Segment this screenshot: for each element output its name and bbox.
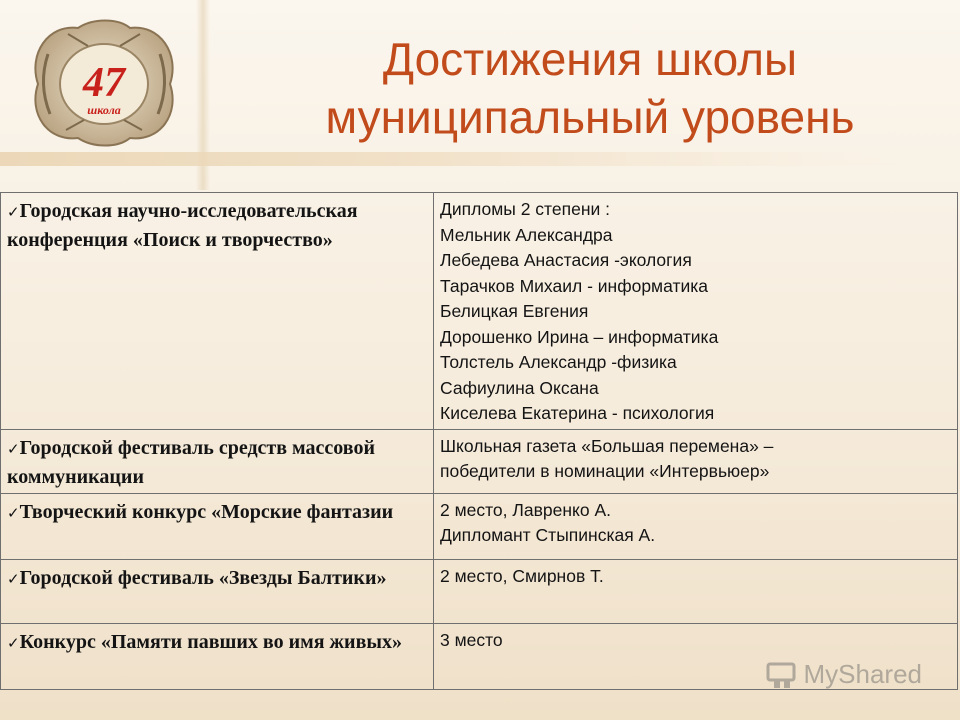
table-row	[1, 429, 958, 493]
event-cell	[1, 623, 434, 689]
achievements-table	[0, 192, 958, 690]
result-line: Толстель Александр -физика	[440, 352, 677, 372]
event-cell	[1, 493, 434, 559]
event-name: Городской фестиваль средств массовой коммуникации	[7, 436, 375, 488]
emblem-icon	[18, 14, 190, 152]
result-line: 2 место, Лавренко А.	[440, 499, 612, 520]
check-icon: ✓	[7, 633, 20, 652]
result-line: Тарачков Михаил - информатика	[440, 275, 709, 296]
results-cell	[434, 193, 958, 430]
event-cell	[1, 193, 434, 430]
projector-icon	[766, 660, 800, 690]
event-cell	[1, 429, 434, 493]
results-cell	[434, 429, 958, 493]
result-line: Мельник Александра	[440, 224, 613, 245]
results-cell	[434, 559, 958, 623]
event-cell	[1, 559, 434, 623]
result-line: 3 место	[440, 629, 503, 650]
event-name: Городской фестиваль «Звезды Балтики»	[19, 566, 387, 589]
result-line: Киселева Екатерина - психология	[440, 403, 715, 423]
check-icon: ✓	[7, 203, 20, 221]
result-line: Белицкая Евгения	[440, 301, 589, 321]
achievements-table-wrap	[0, 192, 958, 690]
check-icon: ✓	[7, 569, 20, 588]
result-line: Сафиулина Оксана	[440, 377, 599, 398]
result-line: Дипломант Стыпинская А.	[440, 525, 656, 545]
result-line: Дипломы 2 степени :	[440, 199, 610, 219]
title-line-1: Достижения школы	[382, 33, 798, 85]
page-title	[230, 30, 950, 146]
result-line: Дорошенко Ирина – информатика	[440, 326, 719, 347]
result-line: победители в номинации «Интервьюер»	[440, 461, 770, 481]
event-name: Конкурс «Памяти павших во имя живых»	[19, 630, 402, 653]
result-line: 2 место, Смирнов Т.	[440, 565, 604, 586]
table-row	[1, 493, 958, 559]
event-name: Творческий конкурс «Морские фантазии	[19, 500, 394, 523]
watermark	[766, 659, 923, 690]
title-line-2: муниципальный уровень	[325, 91, 855, 143]
header-divider	[0, 152, 960, 166]
result-line: Лебедева Анастасия -экология	[440, 250, 692, 270]
result-line: Школьная газета «Большая перемена» –	[440, 435, 774, 456]
watermark-text: MyShared	[803, 659, 922, 689]
table-row	[1, 193, 958, 430]
check-icon: ✓	[7, 439, 20, 458]
svg-text:школа: школа	[87, 103, 121, 117]
event-name: Городская научно-исследовательская конференция «Поиск и творчество»	[7, 200, 358, 251]
svg-text:47: 47	[83, 60, 125, 106]
table-row	[1, 559, 958, 623]
results-cell	[434, 493, 958, 559]
school-emblem	[18, 14, 190, 152]
check-icon: ✓	[7, 503, 20, 522]
